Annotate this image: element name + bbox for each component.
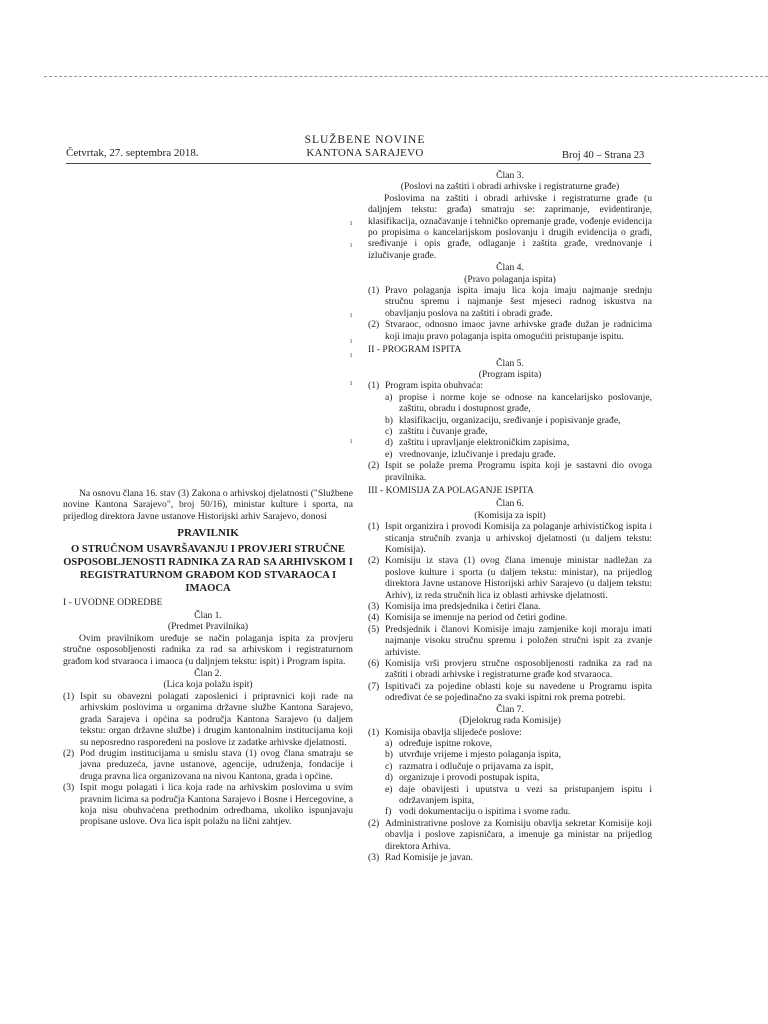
item-number: (1) bbox=[368, 285, 380, 297]
item-text: Komisija se imenuje na period od četiri godine. bbox=[385, 612, 568, 624]
section-heading: I - UVODNE ODREDBE bbox=[63, 596, 163, 608]
scan-mark: ı bbox=[350, 436, 353, 445]
article-text: Ovim pravilnikom uređuje se način polaganja ispita za provjeru stručne osposobljenosti radnika za rad sa arhivskom i registraturnom građom kod stvaraoca i imaoca (u daljnjem tekstu: ispit) i Program ispita. bbox=[63, 632, 353, 667]
list-item bbox=[368, 380, 652, 391]
article-number: Član 6. bbox=[496, 498, 524, 510]
header-masthead bbox=[285, 134, 445, 160]
item-number: (2) bbox=[368, 817, 380, 829]
sub-list-item bbox=[385, 449, 652, 460]
sub-item-text: vrednovanje, izlučivanje i predaju građe. bbox=[399, 448, 556, 460]
item-number: (3) bbox=[368, 851, 380, 863]
item-text: Komisiju iz stava (1) ovog člana imenuje ministar nadležan za poslove kulture i sporta (u daljem tekstu: ministar), na prijedlog direktora Javne ustanove Historijski arhiv Sarajevo (u daljem tekstu: Arhiv), iz reda stručnih lica iz oblasti arhivske djelatnosti. bbox=[385, 555, 652, 601]
sub-item-letter: c) bbox=[385, 760, 393, 772]
sub-item-text: daje obavijesti i uputstva u vezi sa pristupanjem ispitu i održavanjem ispita, bbox=[399, 783, 652, 806]
sub-list-item bbox=[385, 806, 652, 817]
sub-item-text: klasifikaciju, organizaciju, sređivanje i popisivanje građe, bbox=[399, 414, 621, 426]
item-text: Komisija obavlja slijedeće poslove: bbox=[385, 726, 522, 738]
sub-list-item bbox=[385, 772, 652, 783]
article-number: Član 3. bbox=[496, 170, 524, 181]
item-text: Stvaraoc, odnosno imaoc javne arhivske građe dužan je radnicima koji imaju pravo polaganja ispita omogućiti pristupanje ispitu. bbox=[385, 319, 652, 342]
sub-item-letter: b) bbox=[385, 414, 393, 426]
list-item bbox=[368, 658, 652, 681]
item-number: (5) bbox=[368, 623, 380, 635]
item-number: (6) bbox=[368, 658, 380, 670]
item-number: (3) bbox=[368, 601, 380, 613]
sub-list-item bbox=[385, 437, 652, 448]
sub-list-item bbox=[385, 426, 652, 437]
article-number: Član 2. bbox=[194, 668, 222, 680]
item-text: Ispitivači za pojedine oblasti koje su navedene u Programu ispita određivat će se pojedinačno za svaki ispitni rok prema potrebi. bbox=[385, 680, 652, 704]
publication-name: SLUŽBENE NOVINE bbox=[304, 134, 426, 146]
left-column bbox=[63, 488, 353, 828]
item-text: Administrativne poslove za Komisiju obavlja sekretar Komisije koji obavlja i poslove zapisničara, a imenuje ga ministar na prijedlog direktora Arhiva. bbox=[385, 817, 652, 852]
item-number: (4) bbox=[368, 612, 380, 624]
item-number: (7) bbox=[368, 680, 380, 692]
sub-item-text: razmatra i odlučuje o prijavama za ispit, bbox=[399, 760, 554, 772]
item-text: Ispit su obavezni polagati zaposlenici i pripravnici koji rade na arhivskim poslovima u organima državne službe Kantona Sarajevo, grada Sarajeva i općina sa područja Kantona Sarajevo (u daljem tekstu: organ državne službe) i drugim kantonalnim institucijama koji su neposredno raspoređeni na poslove iz zadatke arhivske djelatnosti. bbox=[80, 690, 353, 748]
sub-item-letter: c) bbox=[385, 425, 393, 437]
sub-list-item bbox=[385, 784, 652, 807]
sub-item-text: propise i norme koje se odnose na kancelarijsko poslovanje, zaštitu, obradu i dostupnost građe, bbox=[399, 391, 652, 415]
list-item bbox=[368, 319, 652, 342]
right-column bbox=[368, 170, 652, 863]
item-number: (1) bbox=[368, 726, 380, 738]
sub-item-text: vodi dokumentaciju o ispitima i svome radu. bbox=[399, 806, 571, 818]
article-text: Poslovima na zaštiti i obradi arhivske i registraturne građe (u daljnjem tekstu: građa) smatraju se: zaprimanje, evidentiranje, klasifikacija, označavanje i tehničko opremanje građe, vođenje evidencija po propisima o kancelarijskom poslovanju i drugih evidencija o građi, sređivanje i opis građe, odlaganje i zaštita građe, vrednovanje i izlučivanje građe. bbox=[368, 192, 652, 261]
article-title: (Pravo polaganja ispita) bbox=[464, 273, 556, 285]
list-item bbox=[368, 285, 652, 319]
item-text: Pravo polaganja ispita imaju lica koja imaju najmanje srednju stručnu spremu i najmanje šest mjeseci radnog iskustva na obavljanju poslova na zaštiti i obradi građe. bbox=[385, 285, 652, 319]
sub-item-text: utvrđuje vrijeme i mjesto polaganja ispita, bbox=[399, 749, 561, 761]
sub-item-text: određuje ispitne rokove, bbox=[399, 737, 492, 749]
document-title: PRAVILNIK bbox=[177, 527, 239, 540]
item-text: Komisija vrši provjeru stručne osposobljenosti radnika za rad na zaštiti i obradi arhivske i registraturne građe kod stvaraoca. bbox=[385, 658, 652, 681]
scan-artifact-line bbox=[44, 76, 768, 79]
list-item bbox=[63, 748, 353, 782]
item-text: Ispit mogu polagati i lica koja rade na arhivskim poslovima u svim pravnim licima sa područja Kantona Sarajevo i Bosne i Hercegovine, a koja nisu obuhvaćena prethodnim odredbama, ukoliko ispunjavaju propisane uslove. Ova lica ispit polažu na lični zahtjev. bbox=[80, 782, 353, 828]
scan-mark: ı bbox=[350, 336, 353, 345]
article-number: Član 7. bbox=[496, 703, 524, 715]
sub-item-letter: e) bbox=[385, 448, 393, 460]
sub-item-letter: e) bbox=[385, 783, 393, 795]
sub-item-letter: d) bbox=[385, 772, 393, 784]
article-title: (Program ispita) bbox=[478, 368, 542, 380]
article-title: (Lica koja polažu ispit) bbox=[163, 679, 253, 691]
item-number: (2) bbox=[368, 460, 380, 472]
item-number: (1) bbox=[368, 380, 380, 392]
list-item bbox=[368, 601, 652, 612]
article-title: (Predmet Pravilnika) bbox=[167, 621, 249, 633]
list-item bbox=[368, 521, 652, 555]
scan-mark: ı bbox=[350, 240, 353, 249]
item-number: (2) bbox=[368, 319, 380, 331]
item-text: Komisija ima predsjednika i četiri člana. bbox=[385, 601, 541, 613]
sub-item-letter: f) bbox=[385, 806, 392, 818]
sub-list-item bbox=[385, 415, 652, 426]
list-item bbox=[368, 460, 652, 483]
article-title: (Poslovi na zaštiti i obradi arhivske i registraturne građe) bbox=[400, 181, 620, 193]
list-item bbox=[368, 852, 652, 863]
article-title: (Djelokrug rada Komisije) bbox=[459, 715, 561, 727]
list-item bbox=[368, 555, 652, 601]
sub-item-letter: b) bbox=[385, 749, 393, 761]
scan-mark: ı bbox=[350, 350, 353, 359]
item-text: Predsjednik i članovi Komisije imaju zamjenike koji moraju imati najmanje visoku stručnu spremu i položen stručni ispit za zvanje arhiviste. bbox=[385, 623, 652, 658]
sub-item-letter: a) bbox=[385, 737, 393, 749]
scan-mark: ı bbox=[350, 218, 353, 227]
document-subtitle: O STRUČNOM USAVRŠAVANJU I PROVJERI STRUČNE OSPOSOBLJENOSTI RADNIKA ZA RAD SA ARHIVSKOM I REGISTRATURNOM GRAĐOM KOD STVARAOCA I IMAOCA bbox=[63, 543, 353, 594]
item-text: Ispit organizira i provodi Komisija za polaganje arhivističkog ispita i sticanja stručnih zvanja u arhivskoj djelatnosti (u daljem tekstu: Komisija). bbox=[385, 521, 652, 555]
sub-list-item bbox=[385, 738, 652, 749]
scan-mark: ı bbox=[350, 378, 353, 387]
item-number: (3) bbox=[63, 782, 75, 794]
item-text: Rad Komisije je javan. bbox=[385, 851, 473, 863]
sub-item-letter: a) bbox=[385, 391, 393, 403]
item-text: Ispit se polaže prema Programu ispita koji je sastavni dio ovoga pravilnika. bbox=[385, 460, 652, 483]
sub-item-text: zaštitu i upravljanje elektroničkim zapisima, bbox=[399, 437, 570, 449]
sub-item-text: organizuje i provodi postupak ispita, bbox=[399, 772, 540, 784]
sub-item-letter: d) bbox=[385, 437, 393, 449]
article-number: Član 4. bbox=[496, 262, 524, 274]
list-item bbox=[63, 691, 353, 748]
sub-list-item bbox=[385, 749, 652, 760]
item-number: (2) bbox=[368, 555, 380, 567]
publication-region: KANTONA SARAJEVO bbox=[306, 147, 424, 159]
header-date: Četvrtak, 27. septembra 2018. bbox=[66, 147, 199, 159]
list-item bbox=[368, 612, 652, 623]
list-item bbox=[368, 727, 652, 738]
article-number: Član 5. bbox=[496, 357, 524, 369]
section-heading: II - PROGRAM ISPITA bbox=[368, 344, 462, 356]
sub-item-text: zaštitu i čuvanje građe, bbox=[399, 425, 488, 437]
article-title: (Komisija za ispit) bbox=[474, 509, 546, 521]
scan-mark: ı bbox=[350, 310, 353, 319]
item-text: Program ispita obuhvaća: bbox=[385, 380, 484, 392]
list-item bbox=[368, 818, 652, 852]
list-item bbox=[368, 624, 652, 658]
section-heading: III - KOMISIJA ZA POLAGANJE ISPITA bbox=[368, 484, 534, 496]
preamble: Na osnovu člana 16. stav (3) Zakona o arhivskoj djelatnosti ("Službene novine Kantona Sarajevo", broj 50/16), ministar kulture i sporta, na prijedlog direktora Javne ustanove Historijski arhiv Sarajevo, donosi bbox=[63, 488, 353, 522]
header-page-info: Broj 40 – Strana 23 bbox=[562, 150, 645, 161]
article-number: Član 1. bbox=[194, 610, 222, 622]
item-text: Pod drugim institucijama u smislu stava (1) ovog člana smatraju se javna preduzeća, javne ustanove, agencije, udruženja, fondacije i druga pravna lica organizovana na nivou Kantona, grada i općine. bbox=[80, 747, 353, 782]
list-item bbox=[63, 782, 353, 828]
item-number: (1) bbox=[368, 521, 380, 533]
list-item bbox=[368, 681, 652, 704]
sub-list-item bbox=[385, 392, 652, 415]
item-number: (2) bbox=[63, 747, 75, 759]
header-rule bbox=[66, 163, 651, 164]
item-number: (1) bbox=[63, 690, 75, 702]
sub-list-item bbox=[385, 761, 652, 772]
